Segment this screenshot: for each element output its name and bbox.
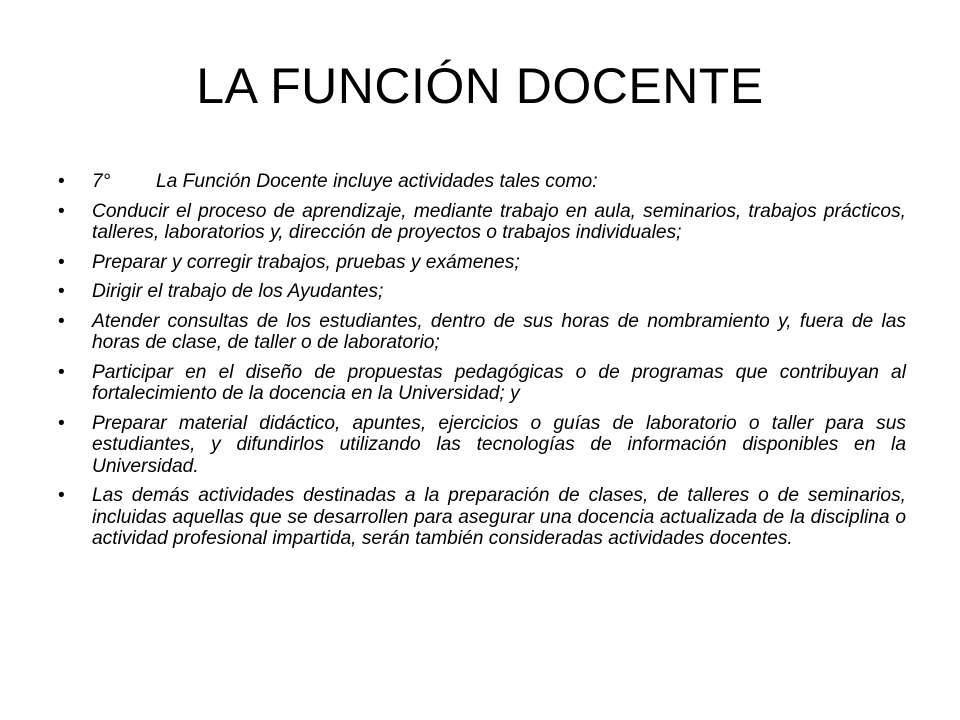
bullet-item-intro — [58, 171, 906, 193]
bullet-text: Las demás actividades destinadas a la preparación de clases, de talleres o de seminarios, incluidas aquellas que se desarrollen para asegurar una docencia actualizada de la disciplina o actividad profesional impartida, serán también consideradas actividades docentes. — [92, 485, 906, 549]
bullet-item — [58, 311, 906, 354]
bullet-icon: • — [58, 200, 65, 222]
intro-text: La Función Docente incluye actividades tales como: — [156, 171, 598, 192]
bullet-item — [58, 252, 906, 274]
bullet-icon: • — [58, 310, 65, 332]
bullet-icon: • — [58, 412, 65, 434]
bullet-item — [58, 413, 906, 478]
bullet-text: Dirigir el trabajo de los Ayudantes; — [92, 281, 384, 302]
bullet-item — [58, 281, 906, 303]
bullet-text: Preparar material didáctico, apuntes, ejercicios o guías de laboratorio o taller para sus estudiantes, y difundirlos utilizando las tecnologías de información disponibles en la Universidad. — [92, 412, 906, 477]
article-number: 7° — [92, 171, 111, 192]
bullet-item — [58, 485, 906, 550]
bullet-item — [58, 362, 906, 405]
bullet-text: Preparar y corregir trabajos, pruebas y exámenes; — [92, 251, 520, 273]
bullet-text: Atender consultas de los estudiantes, dentro de sus horas de nombramiento y, fuera de las horas de clase, de taller o de laboratorio; — [92, 310, 906, 353]
bullet-icon: • — [58, 361, 65, 383]
bullet-text: Conducir el proceso de aprendizaje, mediante trabajo en aula, seminarios, trabajos prácticos, talleres, laboratorios y, dirección de proyectos o trabajos individuales; — [92, 200, 906, 243]
bullet-icon: • — [58, 281, 65, 302]
bullet-icon: • — [58, 485, 65, 506]
bullet-item — [58, 201, 906, 244]
bullet-icon: • — [58, 171, 65, 192]
slide-title: LA FUNCIÓN DOCENTE — [196, 58, 764, 114]
bullet-list — [58, 171, 906, 558]
bullet-icon: • — [58, 251, 65, 273]
bullet-text: Participar en el diseño de propuestas pedagógicas o de programas que contribuyan al fortalecimiento de la docencia en la Universidad; y — [92, 361, 906, 404]
